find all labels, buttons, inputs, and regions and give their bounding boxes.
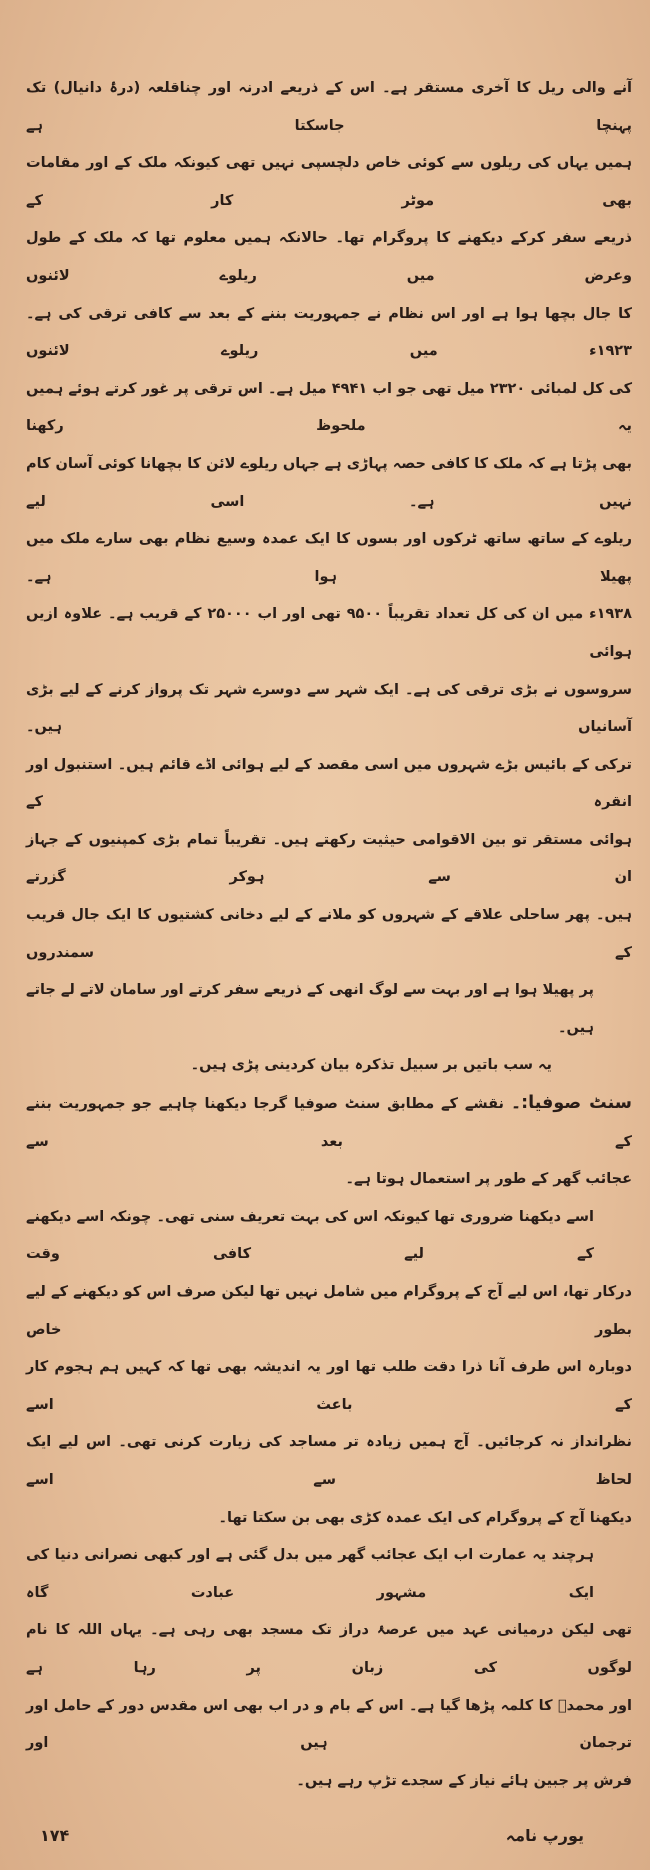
text-line: پر پھیلا ہوا ہے اور بہت سے لوگ انھی کے ذریعے سفر کرتے اور سامان لاتے لے جاتے ہیں۔ <box>26 982 594 1036</box>
text-line: ریلوے کے ساتھ ساتھ ٹرکوں اور بسوں کا ایک عمدہ وسیع نظام بھی سارے ملک میں پھیلا ہوا ہے۔ <box>26 531 632 585</box>
text-line: ہرچند یہ عمارت اب ایک عجائب گھر میں بدل گئی ہے اور کبھی نصرانی دنیا کی ایک مشہور عبادت گاہ <box>26 1547 594 1601</box>
text-line: یہ سب باتیں بر سبیل تذکرہ بیان کردینی پڑی ہیں۔ <box>190 1057 552 1074</box>
body-text <box>26 70 632 1800</box>
text-line: اور محمدؐ کا کلمہ پڑھا گیا ہے۔ اس کے بام و در اب بھی اس مقدس دور کے حامل اور ترجمان ہیں اور <box>26 1697 632 1752</box>
text-line: عجائب گھر کے طور پر استعمال ہوتا ہے۔ <box>345 1171 632 1188</box>
text-line: دوبارہ اس طرف آنا ذرا دقت طلب تھا اور یہ اندیشہ بھی تھا کہ کہیں ہم ہجوم کار کے باعث اسے <box>26 1359 632 1413</box>
text-line: ذریعے سفر کرکے دیکھنے کا پروگرام تھا۔ حالانکہ ہمیں معلوم تھا کہ ملک کے طول وعرض میں ریلوے لائنوں <box>26 230 632 284</box>
text-line: دیکھنا آج کے پروگرام کی ایک عمدہ کڑی بھی بن سکتا تھا۔ <box>218 1509 632 1526</box>
section-heading-line <box>26 1085 632 1161</box>
text-line: ہیں۔ پھر ساحلی علاقے کے شہروں کو ملانے کے لیے دخانی کشتیوں کا ایک جال قریب کے سمندروں <box>26 907 632 961</box>
text-line: کی کل لمبائی ۲۳۲۰ میل تھی جو اب ۴۹۴۱ میل ہے۔ اس ترقی پر غور کرتے ہوئے ہمیں یہ ملحوظ رکھنا <box>26 380 633 435</box>
text-line: ہوائی مستقر تو بین الاقوامی حیثیت رکھتے ہیں۔ تقریباً تمام بڑی کمپنیوں کے جہاز ان سے ہوکر گزرتے <box>26 831 632 886</box>
text-line: بھی پڑتا ہے کہ ملک کا کافی حصہ پہاڑی ہے جہاں ریلوے لائن کا بچھانا کوئی آسان کام نہیں ہے۔ اسی لیے <box>26 455 632 510</box>
section-heading: سنٹ صوفیا:۔ <box>510 1093 632 1114</box>
text-line: اسے دیکھنا ضروری تھا کیونکہ اس کی بہت تعریف سنی تھی۔ چونکہ اسے دیکھنے کے لیے کافی وقت <box>26 1208 594 1263</box>
text-line: تھی لیکن درمیانی عہد میں عرصۂ دراز تک مسجد بھی رہی ہے۔ یہاں اللہ کا نام لوگوں کی زبان پر رہا ہے <box>26 1622 632 1676</box>
text-line: ترکی کے بائیس بڑے شہروں میں اسی مقصد کے لیے ہوائی اڈے قائم ہیں۔ استنبول اور انقرہ کے <box>26 756 632 811</box>
text-line: سروسوں نے بڑی ترقی کی ہے۔ ایک شہر سے دوسرے شہر تک پرواز کرنے کے لیے بڑی آسانیاں ہیں۔ <box>26 681 632 736</box>
page-footer <box>40 1826 584 1856</box>
text-line: نظرانداز نہ کرجائیں۔ آج ہمیں زیادہ تر مساجد کی زیارت کرنی تھی۔ اس لیے ایک لحاظ سے اسے <box>26 1434 632 1488</box>
text-line: فرش پر جبین ہائے نیاز کے سجدے تڑپ رہے ہیں۔ <box>296 1772 632 1789</box>
text-line: آنے والی ریل کا آخری مستقر ہے۔ اس کے ذریعے ادرنہ اور چناقلعہ (درۂ دانیال) تک پہنچا جاسکتا ہے <box>26 80 632 134</box>
page-number: ۱۷۴ <box>40 1826 70 1846</box>
text-line: نقشے کے مطابق سنٹ صوفیا گرجا دیکھنا چاہیے جو جمہوریت بننے کے بعد سے <box>26 1096 632 1150</box>
running-title: یورپ نامہ <box>505 1826 584 1846</box>
text-line: ۱۹۳۸ء میں ان کی کل تعداد تقریباً ۹۵۰۰ تھی اور اب ۲۵۰۰۰ کے قریب ہے۔ علاوہ ازیں ہوائی <box>26 606 632 660</box>
text-line: ہمیں یہاں کی ریلوں سے کوئی خاص دلچسپی نہیں تھی کیونکہ ملک کے اور مقامات بھی موٹر کار کے <box>26 155 632 209</box>
text-line: کا جال بچھا ہوا ہے اور اس نظام نے جمہوریت بننے کے بعد سے کافی ترقی کی ہے۔ ۱۹۲۳ء میں ریلوے لائنوں <box>26 305 632 360</box>
text-line: درکار تھا، اس لیے آج کے پروگرام میں شامل نہیں تھا لیکن صرف اس کو دیکھنے کے لیے بطور خاص <box>26 1284 632 1338</box>
